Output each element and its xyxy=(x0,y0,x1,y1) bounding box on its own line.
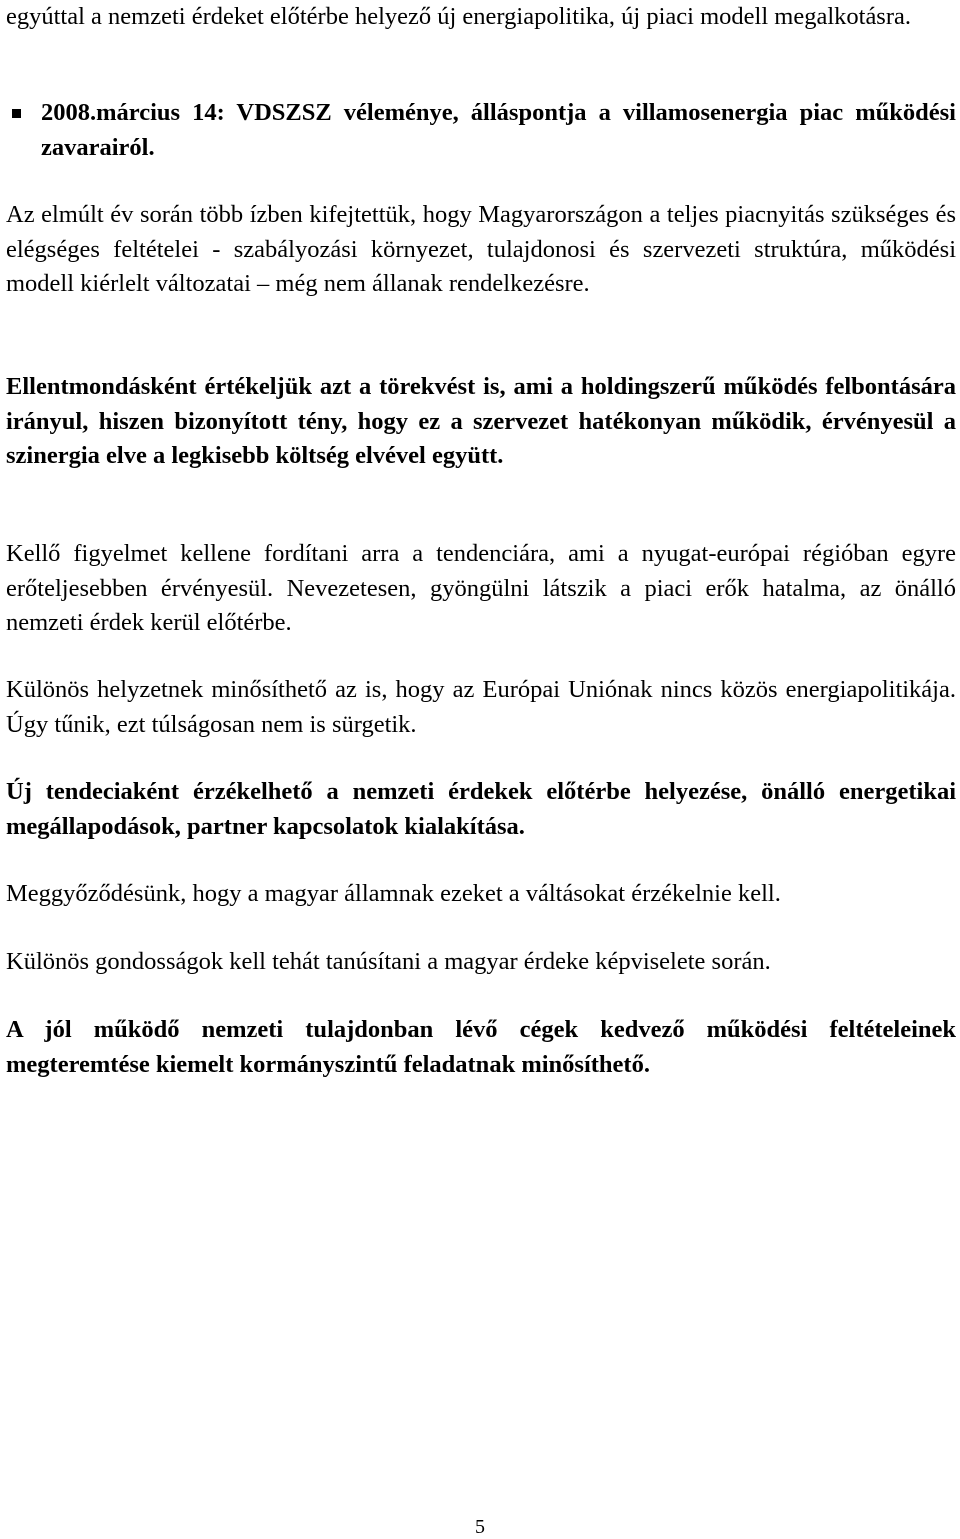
paragraph-8: A jól működő nemzeti tulajdonban lévő cégek kedvező működési feltételeinek megteremtése kiemelt kormányszintű feladatnak minősíthető. xyxy=(6,1016,956,1078)
page-number: 5 xyxy=(475,1516,485,1538)
bullet-item-text: 2008.március 14: VDSZSZ véleménye, álláspontja a villamosenergia piac működési zavarairól. xyxy=(41,99,956,161)
paragraph-5: Új tendeciaként érzékelhető a nemzeti érdekek előtérbe helyezése, önálló energetikai megállapodások, partner kapcsolatok kialakítása. xyxy=(6,778,956,840)
bullet-item xyxy=(6,96,956,165)
paragraph-2: Ellentmondásként értékeljük azt a törekvést is, ami a holdingszerű működés felbontására irányul, hiszen bizonyított tény, hogy ez a szervezet hatékonyan működik, érvényesül a szinergia elve a legkisebb költség elvével együtt. xyxy=(6,373,956,469)
intro-text: egyúttal a nemzeti érdeket előtérbe helyező új energiapolitika, új piaci modell megalkotásra. xyxy=(6,3,912,30)
paragraph-3: Kellő figyelmet kellene fordítani arra a tendenciára, ami a nyugat-európai régióban egyre erőteljesebben érvényesül. Nevezetesen, gyöngülni látszik a piaci erők hatalma, az önálló nemzeti érdek kerül előtérbe. xyxy=(6,540,956,636)
paragraph-6: Meggyőződésünk, hogy a magyar államnak ezeket a váltásokat érzékelnie kell. xyxy=(6,880,781,907)
paragraph-1: Az elmúlt év során több ízben kifejtettük, hogy Magyarországon a teljes piacnyitás szükséges és elégséges feltételei - szabályozási környezet, tulajdonosi és szervezeti struktúra, működési modell kiérlelt változatai – még nem állanak rendelkezésre. xyxy=(6,201,956,297)
paragraph-4: Különös helyzetnek minősíthető az is, hogy az Európai Uniónak nincs közös energiapolitikája. Úgy tűnik, ezt túlságosan nem is sürgetik. xyxy=(6,676,956,738)
paragraph-7: Különös gondosságok kell tehát tanúsítani a magyar érdeke képviselete során. xyxy=(6,948,771,975)
square-bullet-icon xyxy=(12,109,21,118)
